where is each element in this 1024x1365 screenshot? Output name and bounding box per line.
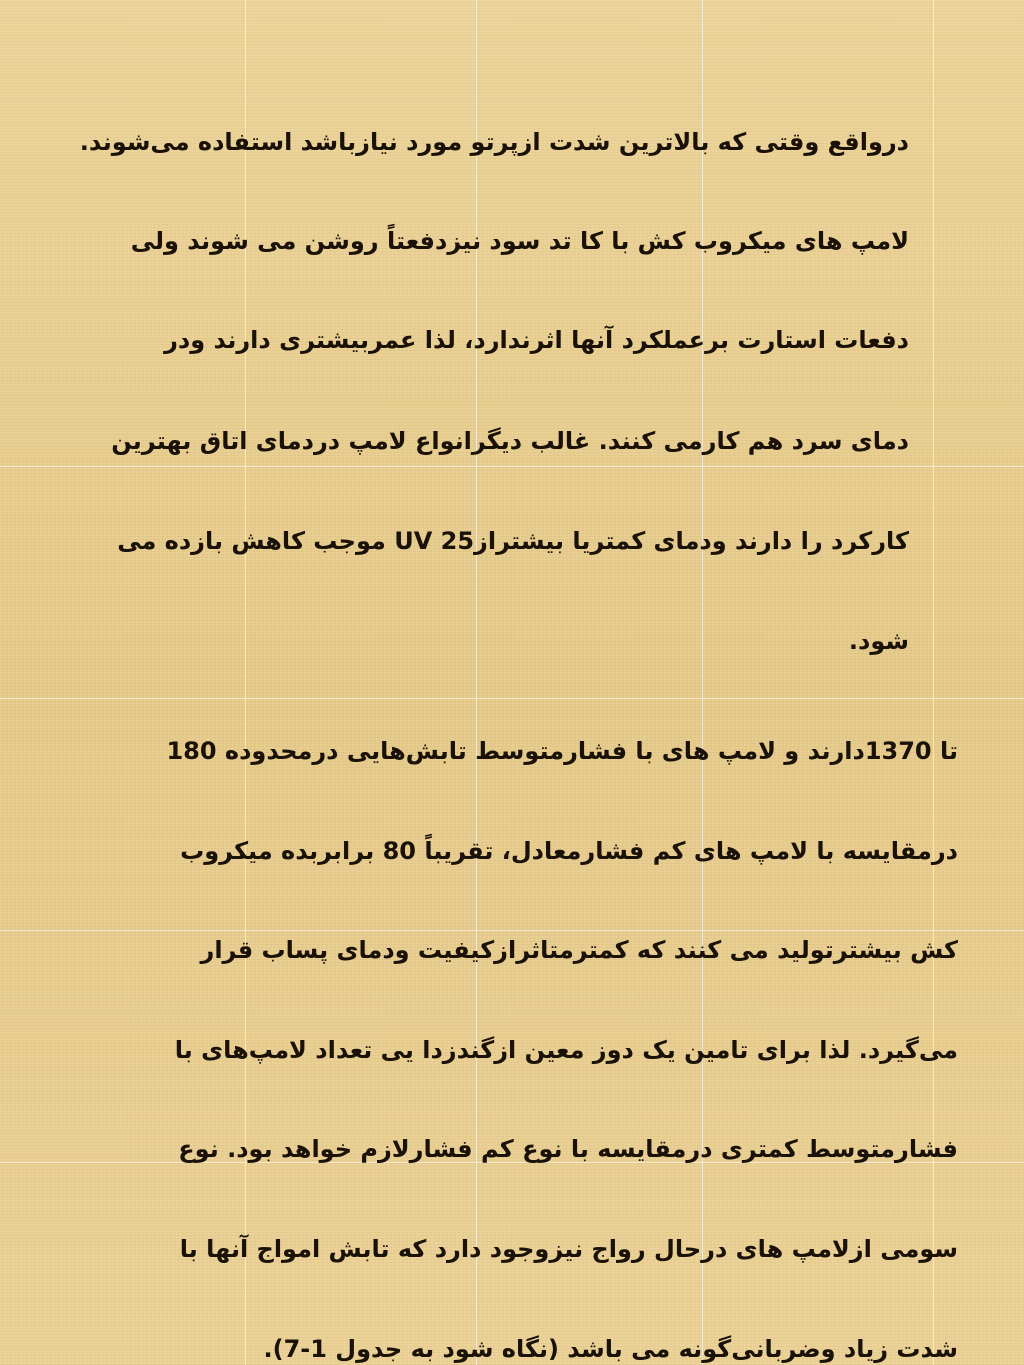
paragraph-line: شود. [848, 627, 909, 655]
paragraph-line: کش بیشترتولید می کنند که کمترمتاثرازکیفیت ودمای پساب قرار [200, 936, 958, 964]
paragraph-line: فشارمتوسط کمتری درمقایسه با نوع کم فشارلازم خواهد بود. نوع [178, 1135, 958, 1163]
paragraph-line: سومی ازلامپ های درحال رواج نیزوجود دارد که تابش امواج آنها با [179, 1235, 958, 1263]
paragraph-line: کارکرد را دارند ودمای کمتریا بیشترازUV 25 موجب کاهش بازده می [117, 527, 909, 555]
paragraph-line: دفعات استارت برعملکرد آنها اثرندارد، لذا عمربیشتری دارند ودر [164, 326, 909, 354]
paragraph-line: می‌گیرد. لذا برای تامین یک دوز معین ازگندزدا یی تعداد لامپ‌های با [174, 1036, 958, 1064]
paragraph-line: درمقایسه با لامپ های کم فشارمعادل، تقریباً 80 برابربده میکروب [180, 837, 958, 865]
paragraph-2 [128, 0, 958, 1365]
paragraph-line: دمای سرد هم کارمی کنند. غالب دیگرانواع لامپ دردمای اتاق بهترین [111, 427, 909, 455]
paragraph-line: درواقع وقتی که بالاترین شدت ازپرتو مورد نیازباشد استفاده می‌شوند. [79, 128, 909, 156]
paragraph-line: تا 1370دارند و لامپ های با فشارمتوسط تابش‌هایی درمحدوده 180 [166, 737, 958, 765]
paragraph-line: شدت زیاد وضربانی‌گونه می باشد (نگاه شود به جدول 1-7). [263, 1335, 958, 1363]
paragraph-line: لامپ های میکروب کش با کا تد سود نیزدفعتاً روشن می شوند ولی [130, 227, 909, 255]
